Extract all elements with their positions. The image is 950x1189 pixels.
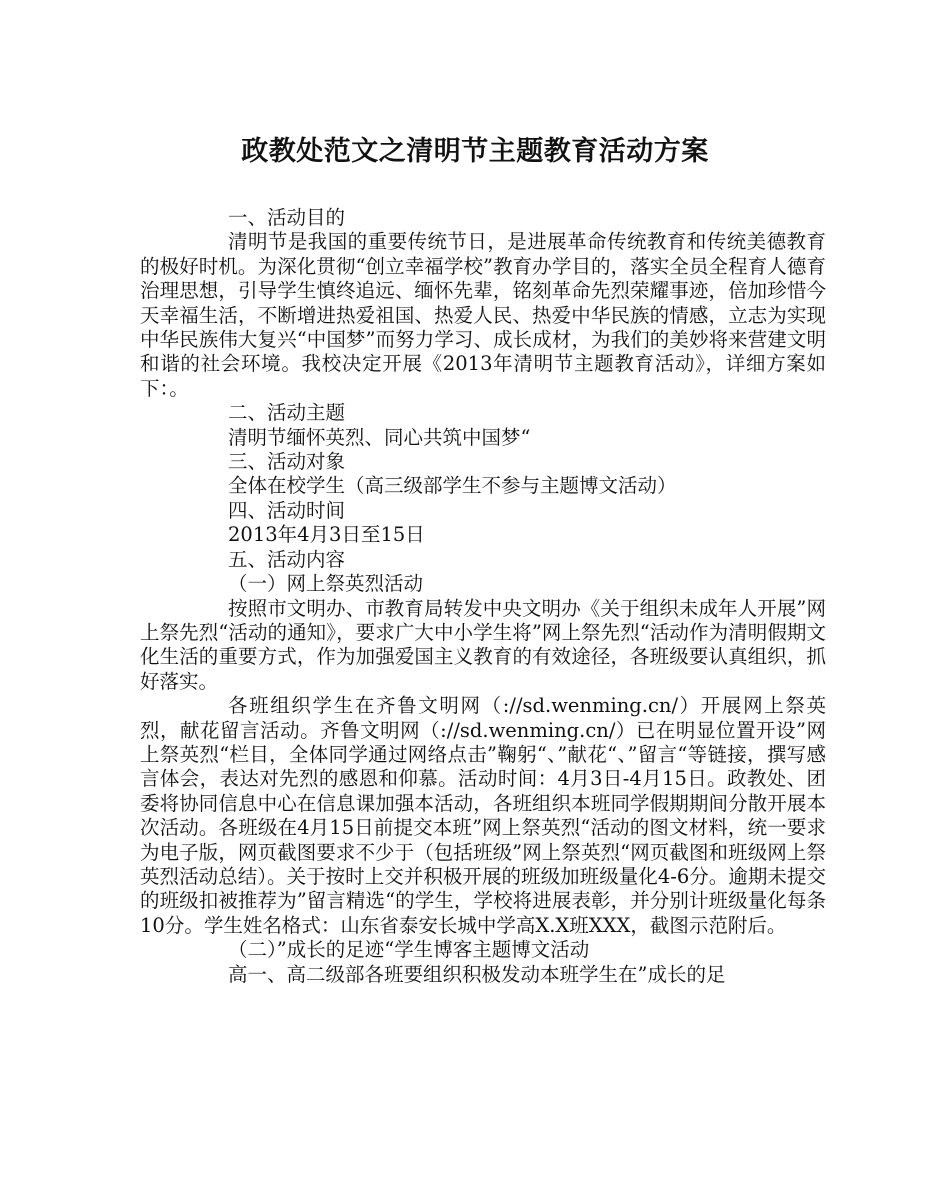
paragraph-online-notice: 按照市文明办、市教育局转发中央文明办《关于组织未成年人开展”网上祭先烈“活动的通知》，要求广大中小学生将”网上祭先烈“活动作为清明假期文化生活的重要方式，作为加强爱国主义教育的有效途径，各班级要认真组织，抓好落实。 xyxy=(140,596,826,693)
section-heading-theme: 二、活动主题 xyxy=(228,401,346,425)
subsection-heading-online: （一）网上祭英烈活动 xyxy=(228,572,424,596)
paragraph-online-details: 各班组织学生在齐鲁文明网（://sd.wenming.cn/）开展网上祭英烈，献花留言活动。齐鲁文明网（://sd.wenming.cn/）已在明显位置开设”网上祭英烈“栏目，全体同学通过网络点击”鞠躬“、”献花“、”留言“等链接，撰写感言体会，表达对先烈的感恩和仰慕。活动时间：4月3日-4月15日。政教处、团委将协同信息中心在信息课加强本活动，各班组织本班同学假期期间分散开展本次活动。各班级在4月15日前提交本班”网上祭英烈“活动的图文材料，统一要求为电子版，网页截图要求不少于（包括班级”网上祭英烈“网页截图和班级网上祭英烈活动总结）。关于按时上交并积极开展的班级加班级量化4-6分。逾期未提交的班级扣被推荐为”留言精选“的学生，学校将进展表彰，并分别计班级量化每条10分。学生姓名格式：山东省泰安长城中学高X.X班XXX，截图示范附后。 xyxy=(140,694,826,937)
paragraph-purpose: 清明节是我国的重要传统节日，是进展革命传统教育和传统美德教育的极好时机。为深化贯彻“创立幸福学校”教育办学目的，落实全员全程育人德育治理思想，引导学生慎终追远、缅怀先辈，铭刻革命先烈荣耀事迹，倍加珍惜今天幸福生活，不断增进热爱祖国、热爱人民、热爱中华民族的情感，立志为实现中华民族伟大复兴“中国梦”而努力学习、成长成材，为我们的美妙将来营建文明和谐的社会环境。我校决定开展《2013年清明节主题教育活动》，详细方案如下：。 xyxy=(140,230,826,400)
section-heading-time: 四、活动时间 xyxy=(228,498,346,522)
document-body xyxy=(140,206,826,987)
document-title: 政教处范文之清明节主题教育活动方案 xyxy=(241,136,709,167)
section-heading-purpose: 一、活动目的 xyxy=(228,206,346,229)
theme-text: 清明节缅怀英烈、同心共筑中国梦“ xyxy=(228,425,531,449)
time-text: 2013年4月3日至15日 xyxy=(228,523,425,547)
subsection-heading-blog: （二）”成长的足迹“学生博客主题博文活动 xyxy=(228,938,590,962)
audience-text: 全体在校学生（高三级部学生不参与主题博文活动） xyxy=(228,474,677,498)
section-heading-content: 五、活动内容 xyxy=(228,547,346,571)
paragraph-blog: 高一、高二级部各班要组织积极发动本班学生在”成长的足 xyxy=(228,962,726,986)
section-heading-audience: 三、活动对象 xyxy=(228,450,346,474)
